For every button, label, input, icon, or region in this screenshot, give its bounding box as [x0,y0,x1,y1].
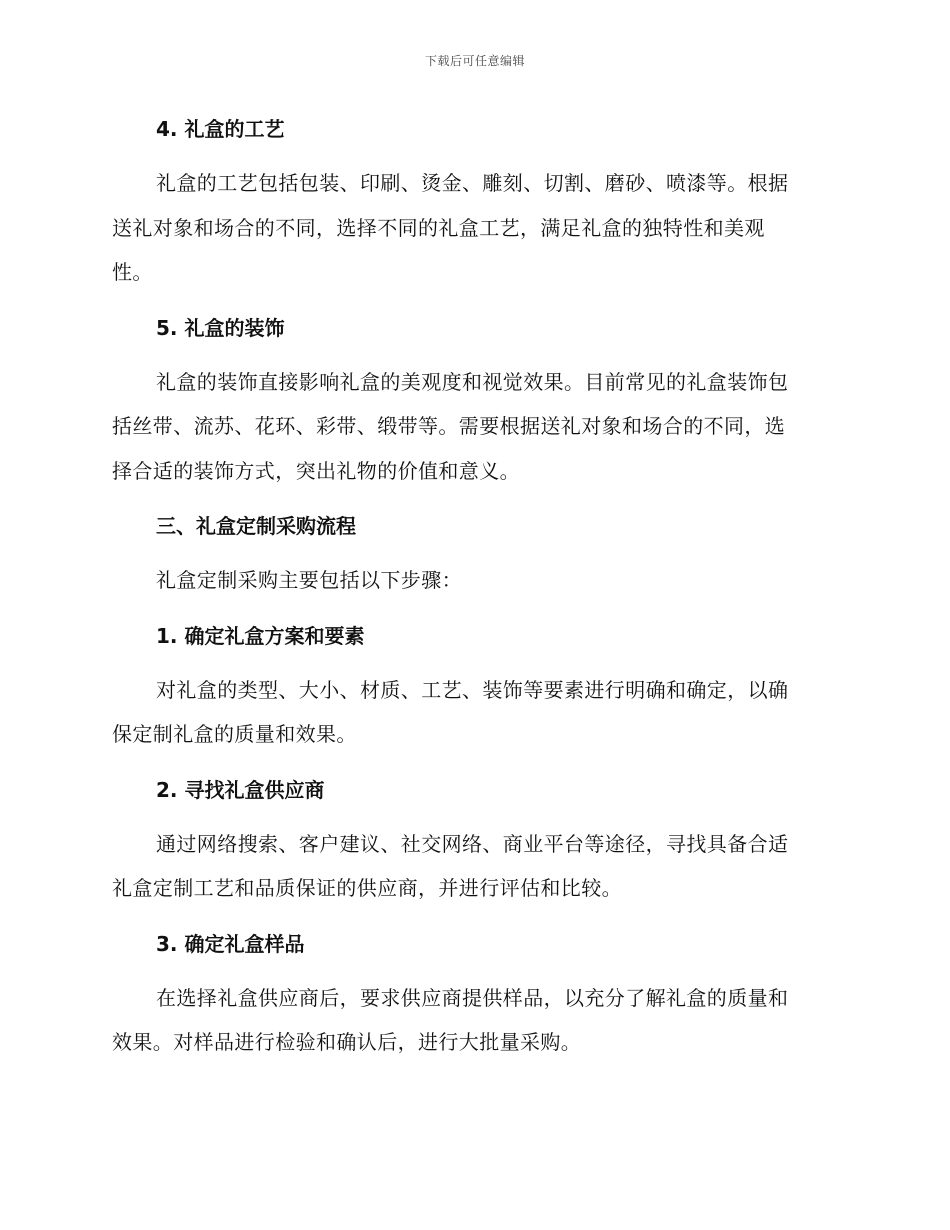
paragraph-line: 送礼对象和场合的不同，选择不同的礼盒工艺，满足礼盒的独特性和美观 [112,215,765,240]
paragraph-line: 效果。对样品进行检验和确认后，进行大批量采购。 [112,1030,582,1054]
page-header: 下载后可任意编辑 [424,54,525,68]
section-heading: 2. 寻找礼盒供应商 [156,777,325,802]
section-paragraph [112,360,834,494]
paragraph-line: 通过网络搜索、客户建议、社交网络、商业平台等途径，寻找具备合适 [156,831,789,856]
section-heading: 4. 礼盒的工艺 [156,117,285,141]
paragraph-line: 保定制礼盒的质量和效果。 [112,722,357,746]
paragraph-line: 在选择礼盒供应商后，要求供应商提供样品，以充分了解礼盒的质量和 [156,985,789,1010]
paragraph-line: 括丝带、流苏、花环、彩带、缎带等。需要根据送礼对象和场合的不同，选 [112,414,786,438]
paragraph-line: 礼盒定制采购主要包括以下步骤： [156,568,462,592]
section-paragraph [112,161,834,295]
section-paragraph [112,976,834,1065]
section-paragraph [112,668,834,757]
paragraph-line: 礼盒定制工艺和品质保证的供应商，并进行评估和比较。 [112,876,622,900]
section-heading: 1. 确定礼盒方案和要素 [156,623,365,648]
paragraph-line: 礼盒的工艺包括包装、印刷、烫金、雕刻、切割、磨砂、喷漆等。根据 [156,171,789,195]
section-heading: 3. 确定礼盒样品 [156,931,305,956]
section-paragraph [112,558,834,603]
paragraph-line: 择合适的装饰方式，突出礼物的价值和意义。 [112,458,520,483]
paragraph-line: 性。 [112,260,153,284]
document-body [112,112,834,1065]
section-paragraph [112,822,834,911]
section-heading: 5. 礼盒的装饰 [156,315,285,340]
paragraph-line: 礼盒的装饰直接影响礼盒的美观度和视觉效果。目前常见的礼盒装饰包 [156,369,789,394]
chapter-heading: 三、礼盒定制采购流程 [156,514,356,538]
paragraph-line: 对礼盒的类型、大小、材质、工艺、装饰等要素进行明确和确定，以确 [156,677,789,702]
